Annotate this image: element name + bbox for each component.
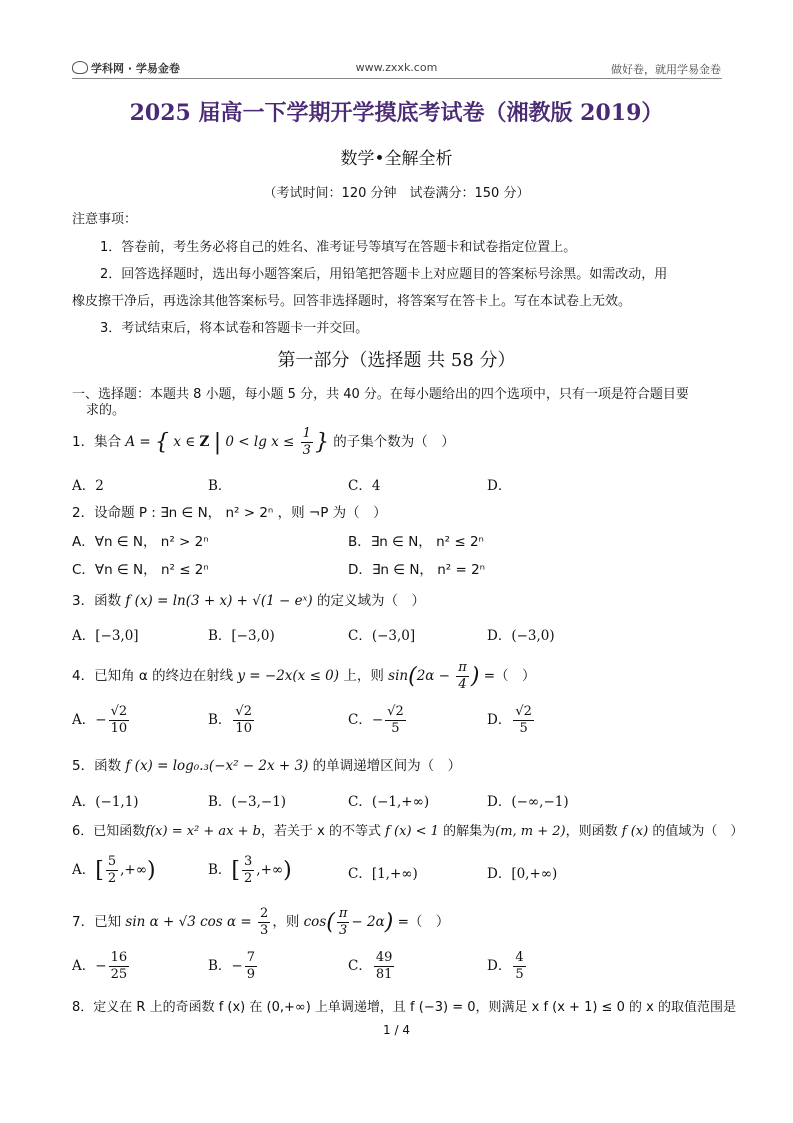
q1-option-b: B． xyxy=(208,478,232,494)
q7-option-b: B．− $\frac{7}{9}$ xyxy=(208,950,256,982)
q3-option-b: B．[−3,0) xyxy=(208,628,275,644)
q4-option-d: D． $\frac{√2}{5}$ xyxy=(487,704,532,736)
q7-option-d: D． $\frac{4}{5}$ xyxy=(487,950,524,982)
notes-heading: 注意事项： xyxy=(72,212,138,227)
q3-option-c: C．(−3,0] xyxy=(348,628,416,644)
q5-option-d: D．(−∞,−1) xyxy=(487,794,569,810)
q6-option-a: A．[ $\frac{5}{2}$ ,+∞) xyxy=(72,854,156,886)
q4-option-c: C．− $\frac{√2}{5}$ xyxy=(348,704,404,736)
header-slogan: 做好卷，就用学易金卷 xyxy=(611,63,721,76)
q1-option-a: A．2 xyxy=(72,478,104,494)
q6-option-c: C．[1,+∞) xyxy=(348,866,418,882)
q5-option-a: A．(−1,1) xyxy=(72,794,139,810)
note-item: 3．考试结束后，将本试卷和答题卡一并交回。 xyxy=(100,321,369,336)
q4-expression: sin(2α − $\frac{\pi}{4}$ ) xyxy=(388,660,480,692)
q7-option-c: C． $\frac{49}{81}$ xyxy=(348,950,393,982)
logo-text: 学科网 · 学易金卷 xyxy=(91,62,180,75)
note-item: 1．答卷前，考生务必将自己的姓名、准考证号等填写在答题卡和试卷指定位置上。 xyxy=(100,240,577,255)
q1-set-expression: A = { x ∈ Z | 0 < lg x ≤ $\frac{1}{3}$ } xyxy=(125,426,329,458)
page-title: 2025 届高一下学期开学摸底考试卷（湘教版 2019） xyxy=(129,100,664,126)
q4-option-b: B． $\frac{√2}{10}$ xyxy=(208,704,252,736)
question-4: 4．已知角 α 的终边在射线 y = −2x(x ≤ 0) 上，则 sin(2α − $\frac{\pi}{4}$ ) =（ ） xyxy=(72,660,536,692)
q6-option-b: B．[ $\frac{3}{2}$ ,+∞) xyxy=(208,854,292,886)
header-url: www.zxxk.com xyxy=(355,61,438,74)
header-divider xyxy=(72,78,722,79)
q2-option-a: A．∀n ∈ N， n² > 2ⁿ xyxy=(72,534,209,550)
q2-option-c: C．∀n ∈ N， n² ≤ 2ⁿ xyxy=(72,562,209,578)
question-8: 8．定义在 R 上的奇函数 f (x) 在 (0,+∞) 上单调递增，且 f (−3) = 0，则满足 x f (x + 1) ≤ 0 的 x 的取值范围是 xyxy=(72,1000,736,1015)
q1-option-c: C．4 xyxy=(348,478,381,494)
q3-option-d: D．(−3,0) xyxy=(487,628,555,644)
page-number: 1 / 4 xyxy=(383,1023,410,1037)
q7-expression: cos( $\frac{\pi}{3}$ − 2α) xyxy=(303,906,394,938)
q4-option-a: A．− $\frac{√2}{10}$ xyxy=(72,704,128,736)
q2-option-d: D．∃n ∈ N， n² = 2ⁿ xyxy=(348,562,486,578)
question-2: 2．设命题 P : ∃n ∈ N， n² > 2ⁿ ，则 ¬P 为（ ） xyxy=(72,505,387,521)
q2-option-b: B．∃n ∈ N， n² ≤ 2ⁿ xyxy=(348,534,484,550)
question-3: 3．函数 f (x) = ln(3 + x) + √(1 − eˣ) 的定义域为（ ） xyxy=(72,593,425,609)
question-5: 5．函数 f (x) = log₀.₃(−x² − 2x + 3) 的单调递增区间为（ ） xyxy=(72,758,462,774)
question-1: 1．集合 A = { x ∈ Z | 0 < lg x ≤ $\frac{1}{3}$ } 的子集个数为（ ） xyxy=(72,426,455,458)
exam-time-info: （考试时间：120 分钟 试卷满分：150 分） xyxy=(263,186,530,201)
note-item: 橡皮擦干净后，再选涂其他答案标号。回答非选择题时，将答案写在答卡上。写在本试卷上无效。 xyxy=(72,294,632,309)
q1-option-d: D． xyxy=(487,478,512,494)
q5-option-c: C．(−1,+∞) xyxy=(348,794,430,810)
section-instruction: 求的。 xyxy=(86,403,126,418)
section-instruction: 一、选择题：本题共 8 小题，每小题 5 分，共 40 分。在每小题给出的四个选项中，只有一项是符合题目要 xyxy=(72,387,689,402)
question-6: 6．已知函数f(x) = x² + ax + b，若关于 x 的不等式 f (x) < 1 的解集为(m, m + 2)，则函数 f (x) 的值域为（ ） xyxy=(72,824,744,839)
q6-option-d: D．[0,+∞) xyxy=(487,866,558,882)
subject-title: 数学•全解全析 xyxy=(340,149,453,169)
q3-function: f (x) = ln(3 + x) + √(1 − eˣ) xyxy=(125,593,313,609)
question-7: 7．已知 sin α + √3 cos α = $\frac{2}{3}$ ，则 cos( $\frac{\pi}{3}$ − 2α) =（ ） xyxy=(72,906,450,938)
q3-option-a: A．[−3,0] xyxy=(72,628,139,644)
note-item: 2．回答选择题时，选出每小题答案后，用铅笔把答题卡上对应题目的答案标号涂黑。如需改动，用 xyxy=(100,267,668,282)
section-title: 第一部分（选择题 共 58 分） xyxy=(277,350,516,371)
q5-option-b: B．(−3,−1) xyxy=(208,794,287,810)
q7-option-a: A．− $\frac{16}{25}$ xyxy=(72,950,128,982)
